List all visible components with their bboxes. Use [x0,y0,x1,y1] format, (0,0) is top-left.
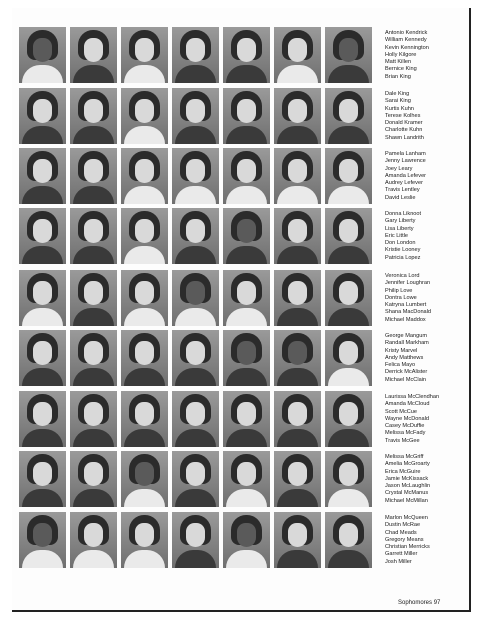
student-name: Chad Meads [385,529,417,536]
student-portrait [121,512,168,568]
student-name: Lisa Liberty [385,225,414,232]
student-portrait [19,88,66,144]
student-portrait [223,88,270,144]
student-portrait [19,148,66,204]
student-name: Gregory Means [385,536,424,543]
student-portrait [274,88,321,144]
student-name: Eric Little [385,232,409,239]
student-name: Kristy Marvel [385,347,418,354]
student-name: George Mangum [385,333,427,339]
student-portrait [274,208,321,264]
student-portrait [223,330,270,386]
student-name: Kristie Looney [385,247,421,254]
section-title: Sophomores [398,600,433,606]
student-portrait [274,451,321,507]
student-name: Travis McGee [385,437,420,444]
student-portrait [274,27,321,83]
student-portrait [325,27,372,83]
student-name: Pamela Lanham [385,151,426,157]
student-portrait [172,208,219,264]
student-name: Randall Markham [385,340,429,347]
student-portrait [325,512,372,568]
student-name: Donna Liknoot [385,211,422,217]
student-name: Joey Leary [385,165,413,172]
student-name: Charlotte Kuhn [385,127,423,134]
student-portrait [19,512,66,568]
student-name: Garrett Miller [385,551,418,558]
student-name-list [385,30,469,81]
portrait-row [19,208,372,264]
student-portrait [223,148,270,204]
student-name-list [385,91,469,142]
student-name: Travis Lentley [385,187,420,194]
student-portrait [121,451,168,507]
student-portrait [325,88,372,144]
student-portrait [121,208,168,264]
student-portrait [70,88,117,144]
portrait-row [19,27,372,83]
page-number: 97 [433,600,441,606]
student-portrait [70,391,117,447]
student-name: Marlon McQueen [385,515,428,521]
student-name-list [385,394,469,445]
student-portrait [121,391,168,447]
student-name: Crystal McManus [385,490,429,497]
student-name: Terese Kolhes [385,112,421,119]
student-name: Derrick McAlister [385,369,428,376]
student-portrait [70,27,117,83]
student-name: Kevin Kennington [385,44,429,51]
student-portrait [121,330,168,386]
student-name: Antonio Kendrick [385,30,428,36]
student-portrait [172,512,219,568]
student-name: Christian Merricks [385,544,430,551]
student-name: Jenny Lawrence [385,158,426,165]
portrait-row [19,330,372,386]
student-portrait [19,330,66,386]
student-name-list [385,273,469,324]
student-portrait [223,451,270,507]
student-name: Melissa McGriff [385,454,424,460]
student-portrait [325,330,372,386]
student-name: Josh Miller [385,558,412,565]
student-portrait [172,451,219,507]
student-portrait [70,512,117,568]
student-name: Casey McDuffie [385,423,425,430]
student-portrait [121,27,168,83]
student-name: Amanda Lefever [385,172,427,179]
student-name: Bernice King [385,66,417,73]
student-portrait [325,270,372,326]
student-portrait [223,270,270,326]
student-portrait [274,270,321,326]
student-name: Michael McMillan [385,497,428,504]
portrait-row [19,88,372,144]
student-name: Laurissa McClendhan [385,394,440,400]
portrait-row [19,391,372,447]
portrait-row [19,451,372,507]
student-name-list [385,151,469,202]
portrait-row [19,148,372,204]
student-name: Matt Killen [385,59,412,66]
student-name: Veronica Lord [385,273,420,279]
student-name: Erica McGuire [385,468,421,475]
student-name: Jamie McKissack [385,475,429,482]
student-name-list [385,333,469,384]
student-name: David Leslie [385,194,416,201]
student-portrait [223,512,270,568]
student-portrait [70,451,117,507]
student-portrait [274,512,321,568]
student-name-list [385,211,469,262]
portrait-row [19,270,372,326]
student-portrait [70,148,117,204]
student-name-list [385,454,469,505]
student-portrait [121,270,168,326]
student-name: Dale King [385,91,410,97]
student-portrait [172,330,219,386]
student-name: Michael Maddox [385,316,426,323]
student-portrait [19,391,66,447]
student-portrait [274,148,321,204]
student-portrait [223,208,270,264]
student-name: William Kennedy [385,37,427,44]
student-name: Shana MacDonald [385,309,432,316]
student-portrait [325,391,372,447]
student-portrait [325,451,372,507]
student-portrait [19,451,66,507]
student-portrait [121,148,168,204]
student-portrait [172,88,219,144]
student-name: Jennifer Loughran [385,280,431,287]
student-portrait [19,270,66,326]
student-portrait [172,148,219,204]
student-portrait [19,27,66,83]
student-name: Shawn Landrith [385,134,424,141]
student-portrait [121,88,168,144]
student-portrait [172,391,219,447]
student-name: Michael McClain [385,376,427,383]
student-portrait [223,27,270,83]
student-portrait [70,330,117,386]
student-portrait [274,391,321,447]
student-name: Holly Kilgore [385,51,417,58]
student-portrait [70,270,117,326]
student-name: Brian King [385,73,411,80]
student-name: Wayne McDonald [385,415,429,422]
student-name: Sarai King [385,98,411,105]
student-name: Amanda McCloud [385,401,430,408]
student-name: Melissa McFady [385,430,426,437]
student-portrait [172,27,219,83]
student-name: Patricia Lopez [385,254,421,261]
student-portrait [274,330,321,386]
student-name: Donald Kramer [385,120,423,127]
student-name-list [385,515,469,566]
student-portrait [19,208,66,264]
student-name: Katryna Lumbert [385,302,427,309]
student-portrait [70,208,117,264]
portrait-row [19,512,372,568]
student-name: Don London [385,240,416,247]
student-name: Audrey Lefever [385,180,423,187]
yearbook-page [12,8,471,612]
student-portrait [223,391,270,447]
student-portrait [325,208,372,264]
student-name: Scott McCue [385,408,418,415]
student-name: Amelia McGroarty [385,461,430,468]
student-portrait [325,148,372,204]
student-name: Gary Liberty [385,218,416,225]
student-name: Felica Mayo [385,362,416,369]
student-name: Jason McLaughlin [385,483,431,490]
student-name: Dustin McRae [385,522,421,529]
student-portrait [172,270,219,326]
page-footer [398,600,440,606]
student-name: Dontra Lowe [385,294,417,301]
student-name: Kurtis Kuhn [385,105,414,112]
student-name: Philip Love [385,287,413,294]
student-name: Andy Matthews [385,354,424,361]
